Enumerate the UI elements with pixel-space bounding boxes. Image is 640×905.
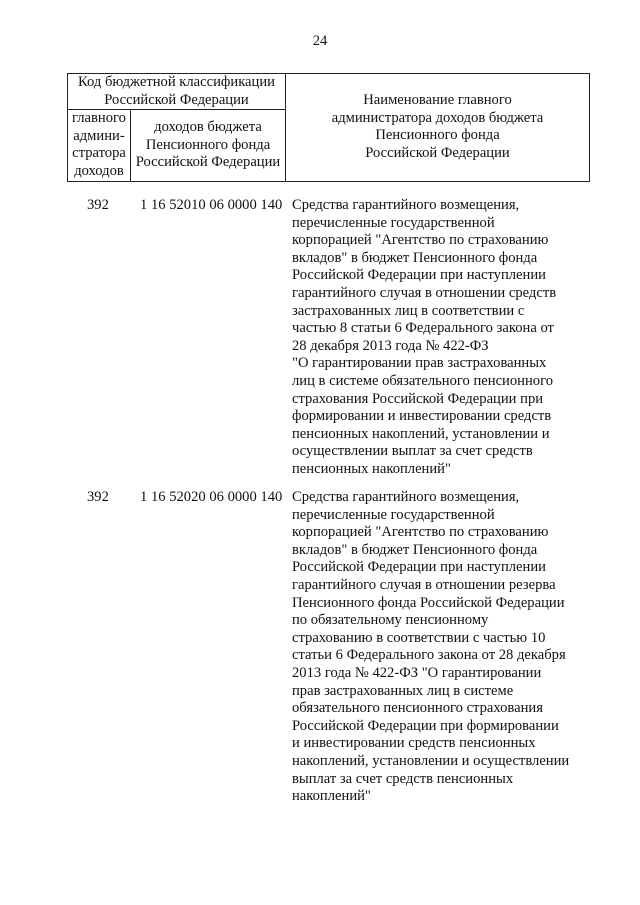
header-code-classification: Код бюджетной классификации Российской Федерации	[68, 74, 286, 110]
header-income-code: доходов бюджета Пенсионного фонда Российской Федерации	[131, 110, 286, 181]
page-number: 24	[312, 33, 328, 49]
header-administrator-name: Наименование главного администратора доходов бюджета Пенсионного фонда Российской Федерации	[286, 74, 590, 182]
income-description: Средства гарантийного возмещения, перечисленные государственной корпорацией "Агентство по страхованию вкладов" в бюджет Пенсионного фонда Российской Федерации при наступлении гарантийного случая в отношении резерва Пенсионного фонда Российской Федерации по обязательному пенсионному страхованию в соответствии с частью 10 статьи 6 Федерального закона от 28 декабря 2013 года № 422-ФЗ "О гарантировании прав застрахованных лиц в системе обязательного пенсионного страхования Российской Федерации при формировании и инвестировании средств пенсионных накоплений, установлении и осуществлении выплат за счет средств пенсионных накоплений"	[292, 489, 570, 805]
header-table	[67, 73, 590, 182]
admin-code: 392	[87, 197, 109, 213]
admin-code: 392	[87, 489, 109, 505]
header-admin-code: главного админи- стратора доходов	[68, 110, 131, 181]
income-description: Средства гарантийного возмещения, перечисленные государственной корпорацией "Агентство по страхованию вкладов" в бюджет Пенсионного фонда Российской Федерации при наступлении гарантийного случая в отношении средств застрахованных лиц в соответствии с частью 8 статьи 6 Федерального закона от 28 декабря 2013 года № 422-ФЗ "О гарантировании прав застрахованных лиц в системе обязательного пенсионного страхования Российской Федерации при формировании и инвестировании средств пенсионных накоплений, установлении и осуществлении выплат за счет средств пенсионных накоплений"	[292, 197, 557, 477]
income-code: 1 16 52010 06 0000 140	[140, 197, 283, 213]
income-code: 1 16 52020 06 0000 140	[140, 489, 283, 505]
